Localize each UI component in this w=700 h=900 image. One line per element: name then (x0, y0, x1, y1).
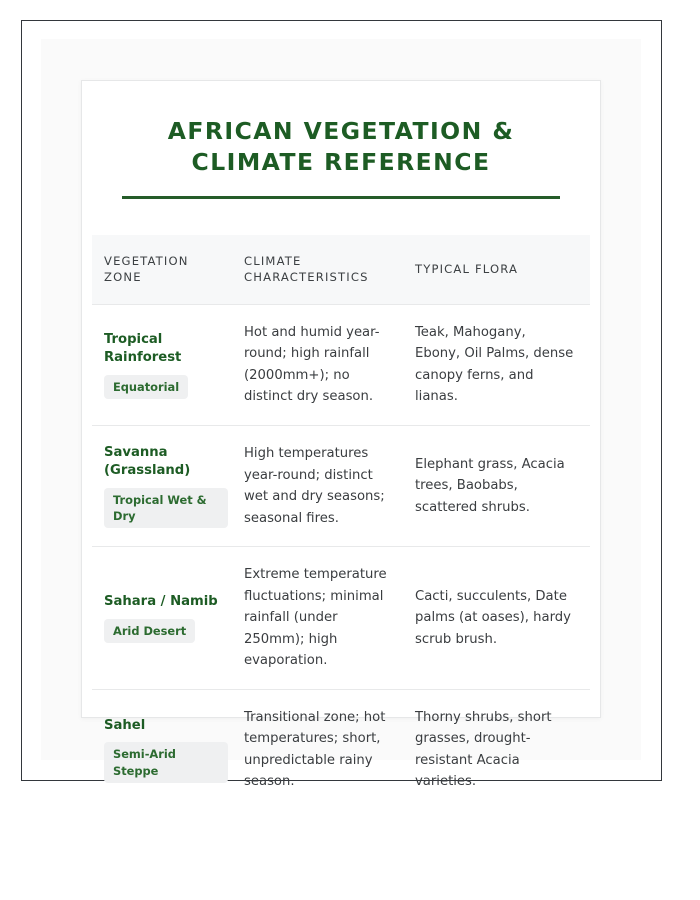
column-header-climate-characteristics: CLIMATE CHARACTERISTICS (244, 235, 415, 304)
title-divider (122, 196, 560, 199)
table-header (92, 235, 590, 304)
cell-typical-flora: Cacti, succulents, Date palms (at oases), hardy scrub brush. (415, 547, 590, 690)
page-title: AFRICAN VEGETATION & CLIMATE REFERENCE (167, 117, 515, 177)
zone-badge: Arid Desert (104, 619, 195, 643)
column-header-typical-flora: TYPICAL FLORA (415, 235, 590, 304)
card-content (81, 80, 601, 810)
zone-badge: Tropical Wet & Dry (104, 488, 228, 528)
cell-vegetation-zone (92, 426, 244, 547)
cell-vegetation-zone (92, 547, 244, 690)
zone-name: Savanna (Grassland) (104, 444, 191, 479)
cell-vegetation-zone (92, 304, 244, 425)
zone-name: Sahel (104, 717, 146, 733)
zone-badge: Semi-Arid Steppe (104, 742, 228, 782)
table-row (92, 689, 590, 810)
cell-climate-characteristics: Transitional zone; hot temperatures; short, unpredictable rainy season. (244, 689, 415, 810)
cell-climate-characteristics: Hot and humid year-round; high rainfall (2000mm+); no distinct dry season. (244, 304, 415, 425)
column-header-vegetation-zone: VEGETATION ZONE (92, 235, 244, 304)
table-body (92, 304, 590, 809)
table-header-row (92, 235, 590, 304)
table-row (92, 426, 590, 547)
cell-typical-flora: Thorny shrubs, short grasses, drought-resistant Acacia varieties. (415, 689, 590, 810)
table-row (92, 304, 590, 425)
cell-typical-flora: Elephant grass, Acacia trees, Baobabs, scattered shrubs. (415, 426, 590, 547)
cell-climate-characteristics: Extreme temperature fluctuations; minimal rainfall (under 250mm); high evaporation. (244, 547, 415, 690)
table-row (92, 547, 590, 690)
zone-name: Tropical Rainforest (104, 331, 182, 366)
cell-climate-characteristics: High temperatures year-round; distinct wet and dry seasons; seasonal fires. (244, 426, 415, 547)
cell-vegetation-zone (92, 689, 244, 810)
title-block (81, 80, 601, 199)
cell-typical-flora: Teak, Mahogany, Ebony, Oil Palms, dense canopy ferns, and lianas. (415, 304, 590, 425)
zone-name: Sahara / Namib (104, 593, 218, 609)
vegetation-climate-table (92, 235, 590, 810)
zone-badge: Equatorial (104, 375, 188, 399)
